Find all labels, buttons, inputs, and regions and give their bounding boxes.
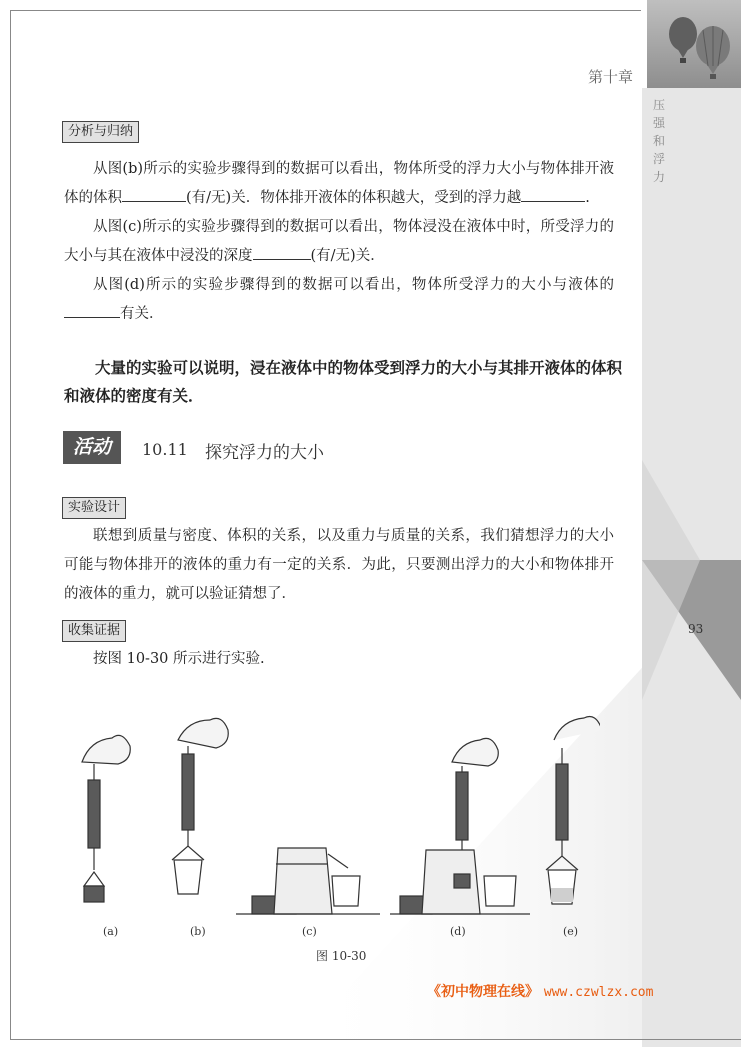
watermark-url[interactable]: www.czwlzx.com [543,985,654,1000]
hot-air-balloon-image [647,0,741,88]
figure-sublabel-e: (e) [563,925,579,938]
side-chapter-title [651,96,667,186]
design-text: 联想到质量与密度、体积的关系，以及重力与质量的关系，我们猜想浮力的大小可能与物体排开的液体的重力有一定的关系．为此，只要测出浮力的大小和物体排开的液体的重力，就可以验证猜想了． [64,528,614,602]
page-number: 93 [688,622,704,636]
side-title-char: 强 [652,116,665,130]
activity-title: 探究浮力的大小 [205,443,324,463]
analysis-text-segment: 从图(c)所示的实验步骤得到的数据可以看出，物体浸没在液体中时，所受浮力的大小与其在液体中浸没的深度 [64,219,614,264]
analysis-paragraph-3 [64,271,614,329]
watermark-name: 《初中物理在线》 [427,984,539,1000]
analysis-paragraph-2 [64,213,614,271]
frame-left-line [10,10,11,1040]
figure-sublabel-d: (d) [450,925,466,938]
collect-label: 收集证据 [62,620,126,642]
figure-c-overflow-can [236,848,380,914]
figure-a-spring-scale [82,735,130,902]
watermark[interactable] [427,981,653,1001]
analysis-text [64,155,614,329]
figure-sublabel-a: (a) [103,925,119,938]
analysis-text-segment: . [585,190,590,206]
figure-sublabel-c: (c) [302,925,317,938]
figure-caption: 图 10-30 [316,949,367,963]
figure-d-spring-scale [390,738,530,914]
conclusion-text: 大量的实验可以说明，浸在液体中的物体受到浮力的大小与其排开液体的体积和液体的密度有关． [64,359,623,405]
side-title-char: 和 [652,134,665,148]
side-title-char: 力 [652,170,665,184]
analysis-text-segment: (有/无)关．物体排开液体的体积越大，受到的浮力越 [186,190,522,206]
design-label: 实验设计 [62,497,126,519]
fill-blank [253,245,311,260]
figure-b-spring-scale [172,718,228,894]
frame-top-line [10,10,641,11]
collect-text: 按图 10-30 所示进行实验. [93,651,265,667]
fill-blank [64,303,120,318]
analysis-paragraph-1 [64,155,614,213]
side-title-char: 浮 [652,152,665,166]
fill-blank [122,187,186,202]
analysis-text-segment: 有关． [120,306,164,322]
analysis-label: 分析与归纳 [62,121,139,143]
activity-badge: 活动 [63,431,121,464]
fill-blank [521,187,585,202]
activity-number: 10.11 [142,440,188,459]
frame-bottom-line [10,1039,741,1040]
figure-sublabel-b: (b) [190,925,206,938]
figure-e-spring-scale [546,717,600,905]
chapter-label: 第十章 [588,68,634,86]
side-title-char: 压 [652,98,665,112]
analysis-text-segment: 从图(d)所示的实验步骤得到的数据可以看出，物体所受浮力的大小与液体的 [93,277,614,293]
analysis-text-segment: 从图(b)所示的实验步骤得到的数据可以看出，物体所受的浮力大小与物体排开液体的体积 [64,161,614,206]
analysis-text-segment: (有/无)关． [310,248,385,264]
experiment-figure [60,700,600,950]
balloon-icon [647,0,741,88]
